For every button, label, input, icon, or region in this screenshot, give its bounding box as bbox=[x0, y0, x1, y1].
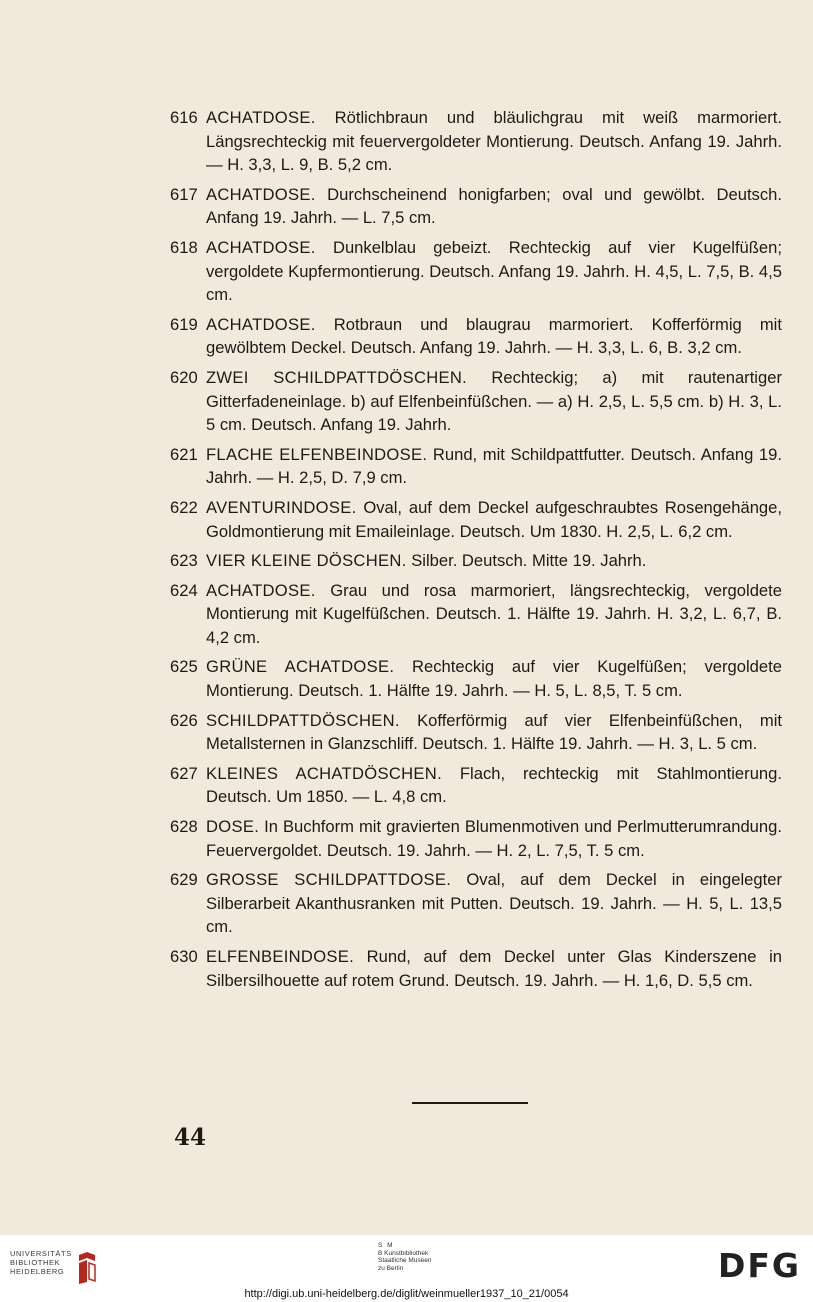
entry-description: Rechteckig; a) mit rautenartiger Gitterfadeneinlage. b) auf Elfenbeinfüßchen. — a) H. 2,5, L. 5,5 cm. b) H. 3, L. 5 cm. Deutsch. Anfang 19. Jahrh. bbox=[206, 367, 782, 435]
entry-description: Rund, auf dem Deckel unter Glas Kinderszene in Silbersilhouette auf rotem Grund. Deutsch. 19. Jahrh. — H. 1,6, D. 5,5 cm. bbox=[206, 947, 782, 990]
library-line: Staatliche Museen bbox=[378, 1257, 432, 1264]
entry-description: Oval, auf dem Deckel aufgeschraubtes Rosengehänge, Goldmontierung mit Emaileinlage. Deutsch. Um 1830. H. 2,5, L. 6,2 cm. bbox=[206, 497, 782, 541]
entry-description: Rötlichbraun und bläulichgrau mit weiß marmoriert. Längsrechteckig mit feuervergoldeter Montierung. Deutsch. Anfang 19. Jahrh. — H. 3,3, L. 9, B. 5,2 cm. bbox=[206, 108, 782, 175]
entry-title: DOSE. bbox=[206, 817, 260, 837]
catalog-entry bbox=[170, 655, 782, 702]
entry-number: 619 bbox=[170, 314, 198, 334]
catalog-entry bbox=[170, 313, 782, 360]
entry-number: 630 bbox=[170, 947, 198, 966]
entry-number: 624 bbox=[170, 580, 198, 600]
entry-number: 623 bbox=[170, 551, 198, 571]
entry-description: Rechteckig auf vier Kugelfüßen; vergoldete Montierung. Deutsch. 1. Hälfte 19. Jahrh. — H. 5, L. 8,5, T. 5 cm. bbox=[206, 657, 782, 701]
entry-description: Oval, auf dem Deckel in eingelegter Silberarbeit Akanthusranken mit Putten. Deutsch. 19. Jahrh. — H. 5, L. 13,5 cm. bbox=[206, 870, 782, 937]
entry-title: ELFENBEINDOSE. bbox=[206, 947, 355, 966]
entry-description: Silber. Deutsch. Mitte 19. Jahrh. bbox=[411, 551, 647, 571]
entry-description: Flach, rechteckig mit Stahlmontierung. Deutsch. Um 1850. — L. 4,8 cm. bbox=[206, 763, 782, 807]
catalog-entry bbox=[170, 366, 782, 437]
catalog-entry bbox=[170, 183, 782, 230]
catalog-entry bbox=[170, 945, 782, 992]
catalog-entry bbox=[170, 549, 782, 573]
university-library-name bbox=[10, 1249, 72, 1276]
digitization-footer bbox=[0, 1235, 813, 1302]
entry-number: 616 bbox=[170, 108, 198, 127]
entry-number: 625 bbox=[170, 657, 198, 677]
catalog-entries bbox=[170, 106, 782, 998]
entry-title: ACHATDOSE. bbox=[206, 184, 316, 204]
entry-number: 629 bbox=[170, 870, 198, 890]
catalog-entry bbox=[170, 815, 782, 862]
library-line: B Kunstbibliothek bbox=[378, 1249, 429, 1257]
entry-number: 622 bbox=[170, 497, 198, 517]
section-rule bbox=[412, 1102, 528, 1104]
catalog-entry bbox=[170, 709, 782, 756]
entry-description: Rotbraun und blaugrau marmoriert. Kofferförmig mit gewölbtem Deckel. Deutsch. Anfang 19. Jahrh. — H. 3,3, L. 6, B. 3,2 cm. bbox=[206, 314, 782, 358]
entry-number: 617 bbox=[170, 184, 198, 204]
entry-number: 626 bbox=[170, 710, 198, 730]
catalog-entry bbox=[170, 106, 782, 177]
entry-title: FLACHE ELFENBEINDOSE. bbox=[206, 444, 428, 464]
entry-title: KLEINES ACHATDÖSCHEN. bbox=[206, 763, 442, 783]
catalog-entry bbox=[170, 496, 782, 543]
sm-mark: S M bbox=[378, 1242, 395, 1249]
university-line: HEIDELBERG bbox=[10, 1267, 65, 1276]
university-logo-icon bbox=[76, 1251, 98, 1285]
entry-title: ACHATDOSE. bbox=[206, 108, 316, 127]
entry-title: GROSSE SCHILDPATTDOSE. bbox=[206, 870, 452, 890]
catalog-entry bbox=[170, 762, 782, 809]
catalog-entry bbox=[170, 579, 782, 650]
dfg-logo: DFG bbox=[718, 1246, 802, 1285]
library-mark bbox=[378, 1242, 431, 1272]
entry-description: Kofferförmig auf vier Elfenbeinfüßchen, mit Metallsternen in Glanzschliff. Deutsch. 1. Hälfte 19. Jahrh. — H. 3, L. 5 cm. bbox=[206, 710, 782, 754]
catalog-entry bbox=[170, 236, 782, 307]
entry-title: ACHATDOSE. bbox=[206, 237, 316, 257]
entry-title: AVENTURINDOSE. bbox=[206, 497, 357, 517]
entry-title: ACHATDOSE. bbox=[206, 580, 316, 600]
entry-title: ZWEI SCHILDPATTDÖSCHEN. bbox=[206, 367, 468, 387]
catalog-entry bbox=[170, 868, 782, 939]
entry-title: ACHATDOSE. bbox=[206, 314, 316, 334]
university-line: UNIVERSITÄTS bbox=[10, 1249, 72, 1258]
entry-number: 618 bbox=[170, 237, 198, 257]
entry-number: 620 bbox=[170, 367, 198, 387]
library-line: zu Berlin bbox=[378, 1264, 404, 1272]
entry-description: Durchscheinend honigfarben; oval und gewölbt. Deutsch. Anfang 19. Jahrh. — L. 7,5 cm. bbox=[206, 184, 782, 228]
entry-title: SCHILDPATTDÖSCHEN. bbox=[206, 710, 400, 730]
entry-number: 621 bbox=[170, 444, 198, 464]
entry-number: 628 bbox=[170, 817, 198, 837]
entry-description: Dunkelblau gebeizt. Rechteckig auf vier Kugelfüßen; vergoldete Kupfermontierung. Deutsch. Anfang 19. Jahrh. H. 4,5, L. 7,5, B. 4,5 cm. bbox=[206, 237, 782, 305]
entry-number: 627 bbox=[170, 763, 198, 783]
entry-description: Rund, mit Schildpattfutter. Deutsch. Anfang 19. Jahrh. — H. 2,5, D. 7,9 cm. bbox=[206, 444, 782, 488]
entry-description: Grau und rosa marmoriert, längsrechteckig, vergoldete Montierung mit Kugelfüßchen. Deutsch. 1. Hälfte 19. Jahrh. H. 3,2, L. 6,7, B. 4,2 cm. bbox=[206, 580, 782, 647]
university-line: BIBLIOTHEK bbox=[10, 1258, 61, 1267]
permalink-url[interactable]: http://digi.ub.uni-heidelberg.de/diglit/weinmueller1937_10_21/0054 bbox=[244, 1288, 569, 1300]
entry-description: In Buchform mit gravierten Blumenmotiven und Perlmutterumrandung. Feuervergoldet. Deutsch. 19. Jahrh. — H. 2, L. 7,5, T. 5 cm. bbox=[206, 817, 782, 860]
entry-title: VIER KLEINE DÖSCHEN. bbox=[206, 551, 407, 571]
page-number: 44 bbox=[174, 1124, 207, 1151]
catalog-entry bbox=[170, 443, 782, 490]
entry-title: GRÜNE ACHATDOSE. bbox=[206, 657, 395, 677]
